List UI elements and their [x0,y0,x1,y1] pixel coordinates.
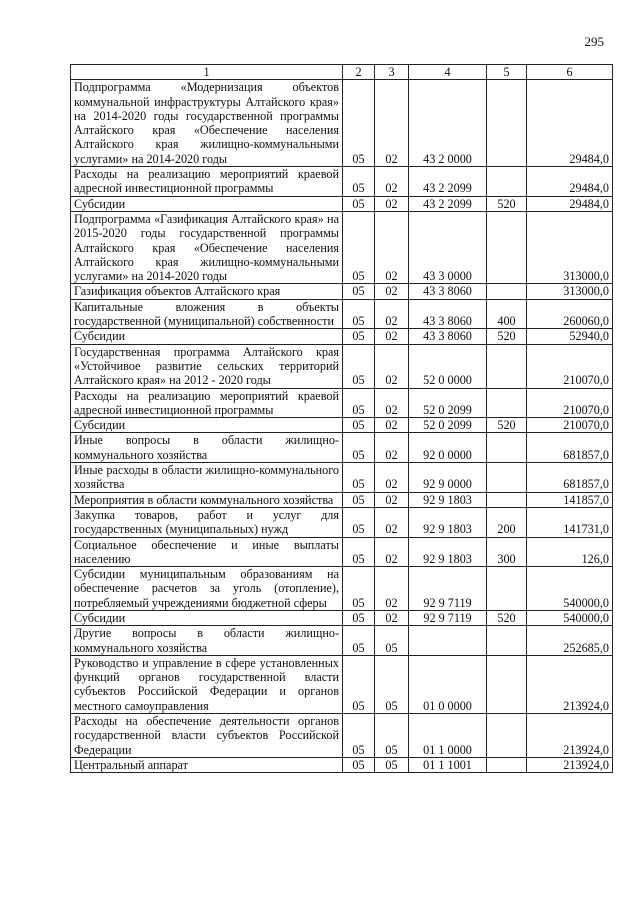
section-code-cell: 05 [343,80,375,167]
amount-cell: 213924,0 [527,757,613,772]
expense-type-cell [487,655,527,713]
row-name-cell: Расходы на реализацию мероприятий краевой адресной инвестиционной программы [71,167,343,197]
target-article-cell: 52 0 2099 [409,418,487,433]
target-article-cell: 01 1 0000 [409,714,487,758]
expense-type-cell: 520 [487,329,527,344]
section-code-cell: 05 [343,567,375,611]
row-name-cell: Субсидии [71,196,343,211]
subsection-code-cell: 02 [375,537,409,567]
amount-cell: 213924,0 [527,655,613,713]
section-code-cell: 05 [343,418,375,433]
expense-type-cell [487,626,527,656]
expense-type-cell: 200 [487,507,527,537]
section-code-cell: 05 [343,757,375,772]
row-name-cell: Иные расходы в области жилищно-коммунального хозяйства [71,463,343,493]
amount-cell: 141731,0 [527,507,613,537]
table-row [71,463,613,493]
target-article-cell: 43 2 0000 [409,80,487,167]
row-name-cell: Расходы на обеспечение деятельности органов государственной власти субъектов Российской Федерации [71,714,343,758]
expense-type-cell: 400 [487,299,527,329]
row-name-cell: Центральный аппарат [71,757,343,772]
amount-cell: 126,0 [527,537,613,567]
target-article-cell: 43 3 8060 [409,299,487,329]
row-name-cell: Капитальные вложения в объекты государственной (муниципальной) собственности [71,299,343,329]
row-name-cell: Субсидии [71,418,343,433]
amount-cell: 210070,0 [527,418,613,433]
amount-cell: 29484,0 [527,196,613,211]
table-row [71,167,613,197]
row-name-cell: Иные вопросы в области жилищно-коммунального хозяйства [71,433,343,463]
target-article-cell: 43 3 8060 [409,329,487,344]
target-article-cell: 52 0 0000 [409,344,487,388]
section-code-cell: 05 [343,388,375,418]
section-code-cell: 05 [343,492,375,507]
target-article-cell [409,626,487,656]
expense-type-cell [487,344,527,388]
table-row [71,537,613,567]
expense-type-cell [487,211,527,283]
column-header: 3 [375,65,409,80]
table-row [71,610,613,625]
section-code-cell: 05 [343,463,375,493]
table-row [71,757,613,772]
expense-type-cell: 300 [487,537,527,567]
row-name-cell: Государственная программа Алтайского края «Устойчивое развитие сельских территорий Алтайского края» на 2012 - 2020 годы [71,344,343,388]
table-row [71,196,613,211]
column-header: 6 [527,65,613,80]
column-header: 4 [409,65,487,80]
subsection-code-cell: 02 [375,167,409,197]
target-article-cell: 92 9 1803 [409,492,487,507]
budget-table [70,64,613,773]
expense-type-cell [487,463,527,493]
subsection-code-cell: 05 [375,626,409,656]
expense-type-cell: 520 [487,196,527,211]
table-row [71,299,613,329]
row-name-cell: Расходы на реализацию мероприятий краевой адресной инвестиционной программы [71,388,343,418]
row-name-cell: Субсидии [71,610,343,625]
expense-type-cell [487,284,527,299]
expense-type-cell [487,757,527,772]
amount-cell: 52940,0 [527,329,613,344]
subsection-code-cell: 02 [375,567,409,611]
amount-cell: 29484,0 [527,80,613,167]
amount-cell: 681857,0 [527,433,613,463]
subsection-code-cell: 02 [375,196,409,211]
expense-type-cell: 520 [487,610,527,625]
target-article-cell: 43 3 0000 [409,211,487,283]
amount-cell: 260060,0 [527,299,613,329]
section-code-cell: 05 [343,211,375,283]
expense-type-cell [487,714,527,758]
table-row [71,211,613,283]
target-article-cell: 43 3 8060 [409,284,487,299]
amount-cell: 213924,0 [527,714,613,758]
subsection-code-cell: 02 [375,329,409,344]
target-article-cell: 92 9 0000 [409,463,487,493]
subsection-code-cell: 02 [375,299,409,329]
table-row [71,329,613,344]
subsection-code-cell: 02 [375,284,409,299]
expense-type-cell [487,433,527,463]
table-row [71,492,613,507]
row-name-cell: Субсидии [71,329,343,344]
section-code-cell: 05 [343,284,375,299]
amount-cell: 540000,0 [527,567,613,611]
row-name-cell: Подпрограмма «Газификация Алтайского края» на 2015-2020 годы государственной программы Алтайского края «Обеспечение населения Алтайского края жилищно-коммунальными услугами» на 2014-2020 годы [71,211,343,283]
table-row [71,418,613,433]
column-header: 5 [487,65,527,80]
row-name-cell: Другие вопросы в области жилищно-коммунального хозяйства [71,626,343,656]
row-name-cell: Субсидии муниципальным образованиям на обеспечение расчетов за уголь (отопление), потребляемый учреждениями бюджетной сферы [71,567,343,611]
subsection-code-cell: 05 [375,757,409,772]
column-header: 2 [343,65,375,80]
target-article-cell: 92 9 7119 [409,610,487,625]
table-row [71,433,613,463]
section-code-cell: 05 [343,626,375,656]
section-code-cell: 05 [343,196,375,211]
amount-cell: 313000,0 [527,211,613,283]
subsection-code-cell: 02 [375,344,409,388]
section-code-cell: 05 [343,655,375,713]
subsection-code-cell: 02 [375,388,409,418]
subsection-code-cell: 02 [375,433,409,463]
target-article-cell: 92 9 1803 [409,507,487,537]
expense-type-cell: 520 [487,418,527,433]
page-number: 295 [584,34,604,49]
section-code-cell: 05 [343,507,375,537]
table-row [71,80,613,167]
row-name-cell: Руководство и управление в сфере установленных функций органов государственной власти субъектов Российской Федерации и органов местного самоуправления [71,655,343,713]
amount-cell: 252685,0 [527,626,613,656]
amount-cell: 540000,0 [527,610,613,625]
row-name-cell: Подпрограмма «Модернизация объектов коммунальной инфраструктуры Алтайского края» на 2014-2020 годы государственной программы Алтайского края «Обеспечение населения Алтайского края жилищно-коммунальными услугами» на 2014-2020 годы [71,80,343,167]
amount-cell: 210070,0 [527,388,613,418]
subsection-code-cell: 05 [375,655,409,713]
section-code-cell: 05 [343,344,375,388]
amount-cell: 313000,0 [527,284,613,299]
target-article-cell: 01 1 1001 [409,757,487,772]
section-code-cell: 05 [343,610,375,625]
target-article-cell: 92 9 1803 [409,537,487,567]
table-row [71,284,613,299]
table-row [71,567,613,611]
expense-type-cell [487,492,527,507]
amount-cell: 210070,0 [527,344,613,388]
subsection-code-cell: 02 [375,610,409,625]
table-body [71,80,613,773]
row-name-cell: Газификация объектов Алтайского края [71,284,343,299]
row-name-cell: Мероприятия в области коммунального хозяйства [71,492,343,507]
section-code-cell: 05 [343,714,375,758]
table-row [71,626,613,656]
table-row [71,655,613,713]
target-article-cell: 52 0 2099 [409,388,487,418]
row-name-cell: Закупка товаров, работ и услуг для государственных (муниципальных) нужд [71,507,343,537]
target-article-cell: 92 9 7119 [409,567,487,611]
section-code-cell: 05 [343,433,375,463]
section-code-cell: 05 [343,299,375,329]
column-header: 1 [71,65,343,80]
amount-cell: 141857,0 [527,492,613,507]
section-code-cell: 05 [343,167,375,197]
subsection-code-cell: 02 [375,492,409,507]
table-row [71,507,613,537]
expense-type-cell [487,167,527,197]
amount-cell: 681857,0 [527,463,613,493]
subsection-code-cell: 05 [375,714,409,758]
section-code-cell: 05 [343,329,375,344]
amount-cell: 29484,0 [527,167,613,197]
expense-type-cell [487,80,527,167]
subsection-code-cell: 02 [375,211,409,283]
target-article-cell: 43 2 2099 [409,167,487,197]
target-article-cell: 92 0 0000 [409,433,487,463]
table-row [71,714,613,758]
table-row [71,344,613,388]
subsection-code-cell: 02 [375,418,409,433]
target-article-cell: 01 0 0000 [409,655,487,713]
subsection-code-cell: 02 [375,80,409,167]
expense-type-cell [487,567,527,611]
subsection-code-cell: 02 [375,507,409,537]
expense-type-cell [487,388,527,418]
header-row [71,65,613,80]
row-name-cell: Социальное обеспечение и иные выплаты населению [71,537,343,567]
subsection-code-cell: 02 [375,463,409,493]
section-code-cell: 05 [343,537,375,567]
target-article-cell: 43 2 2099 [409,196,487,211]
table-row [71,388,613,418]
